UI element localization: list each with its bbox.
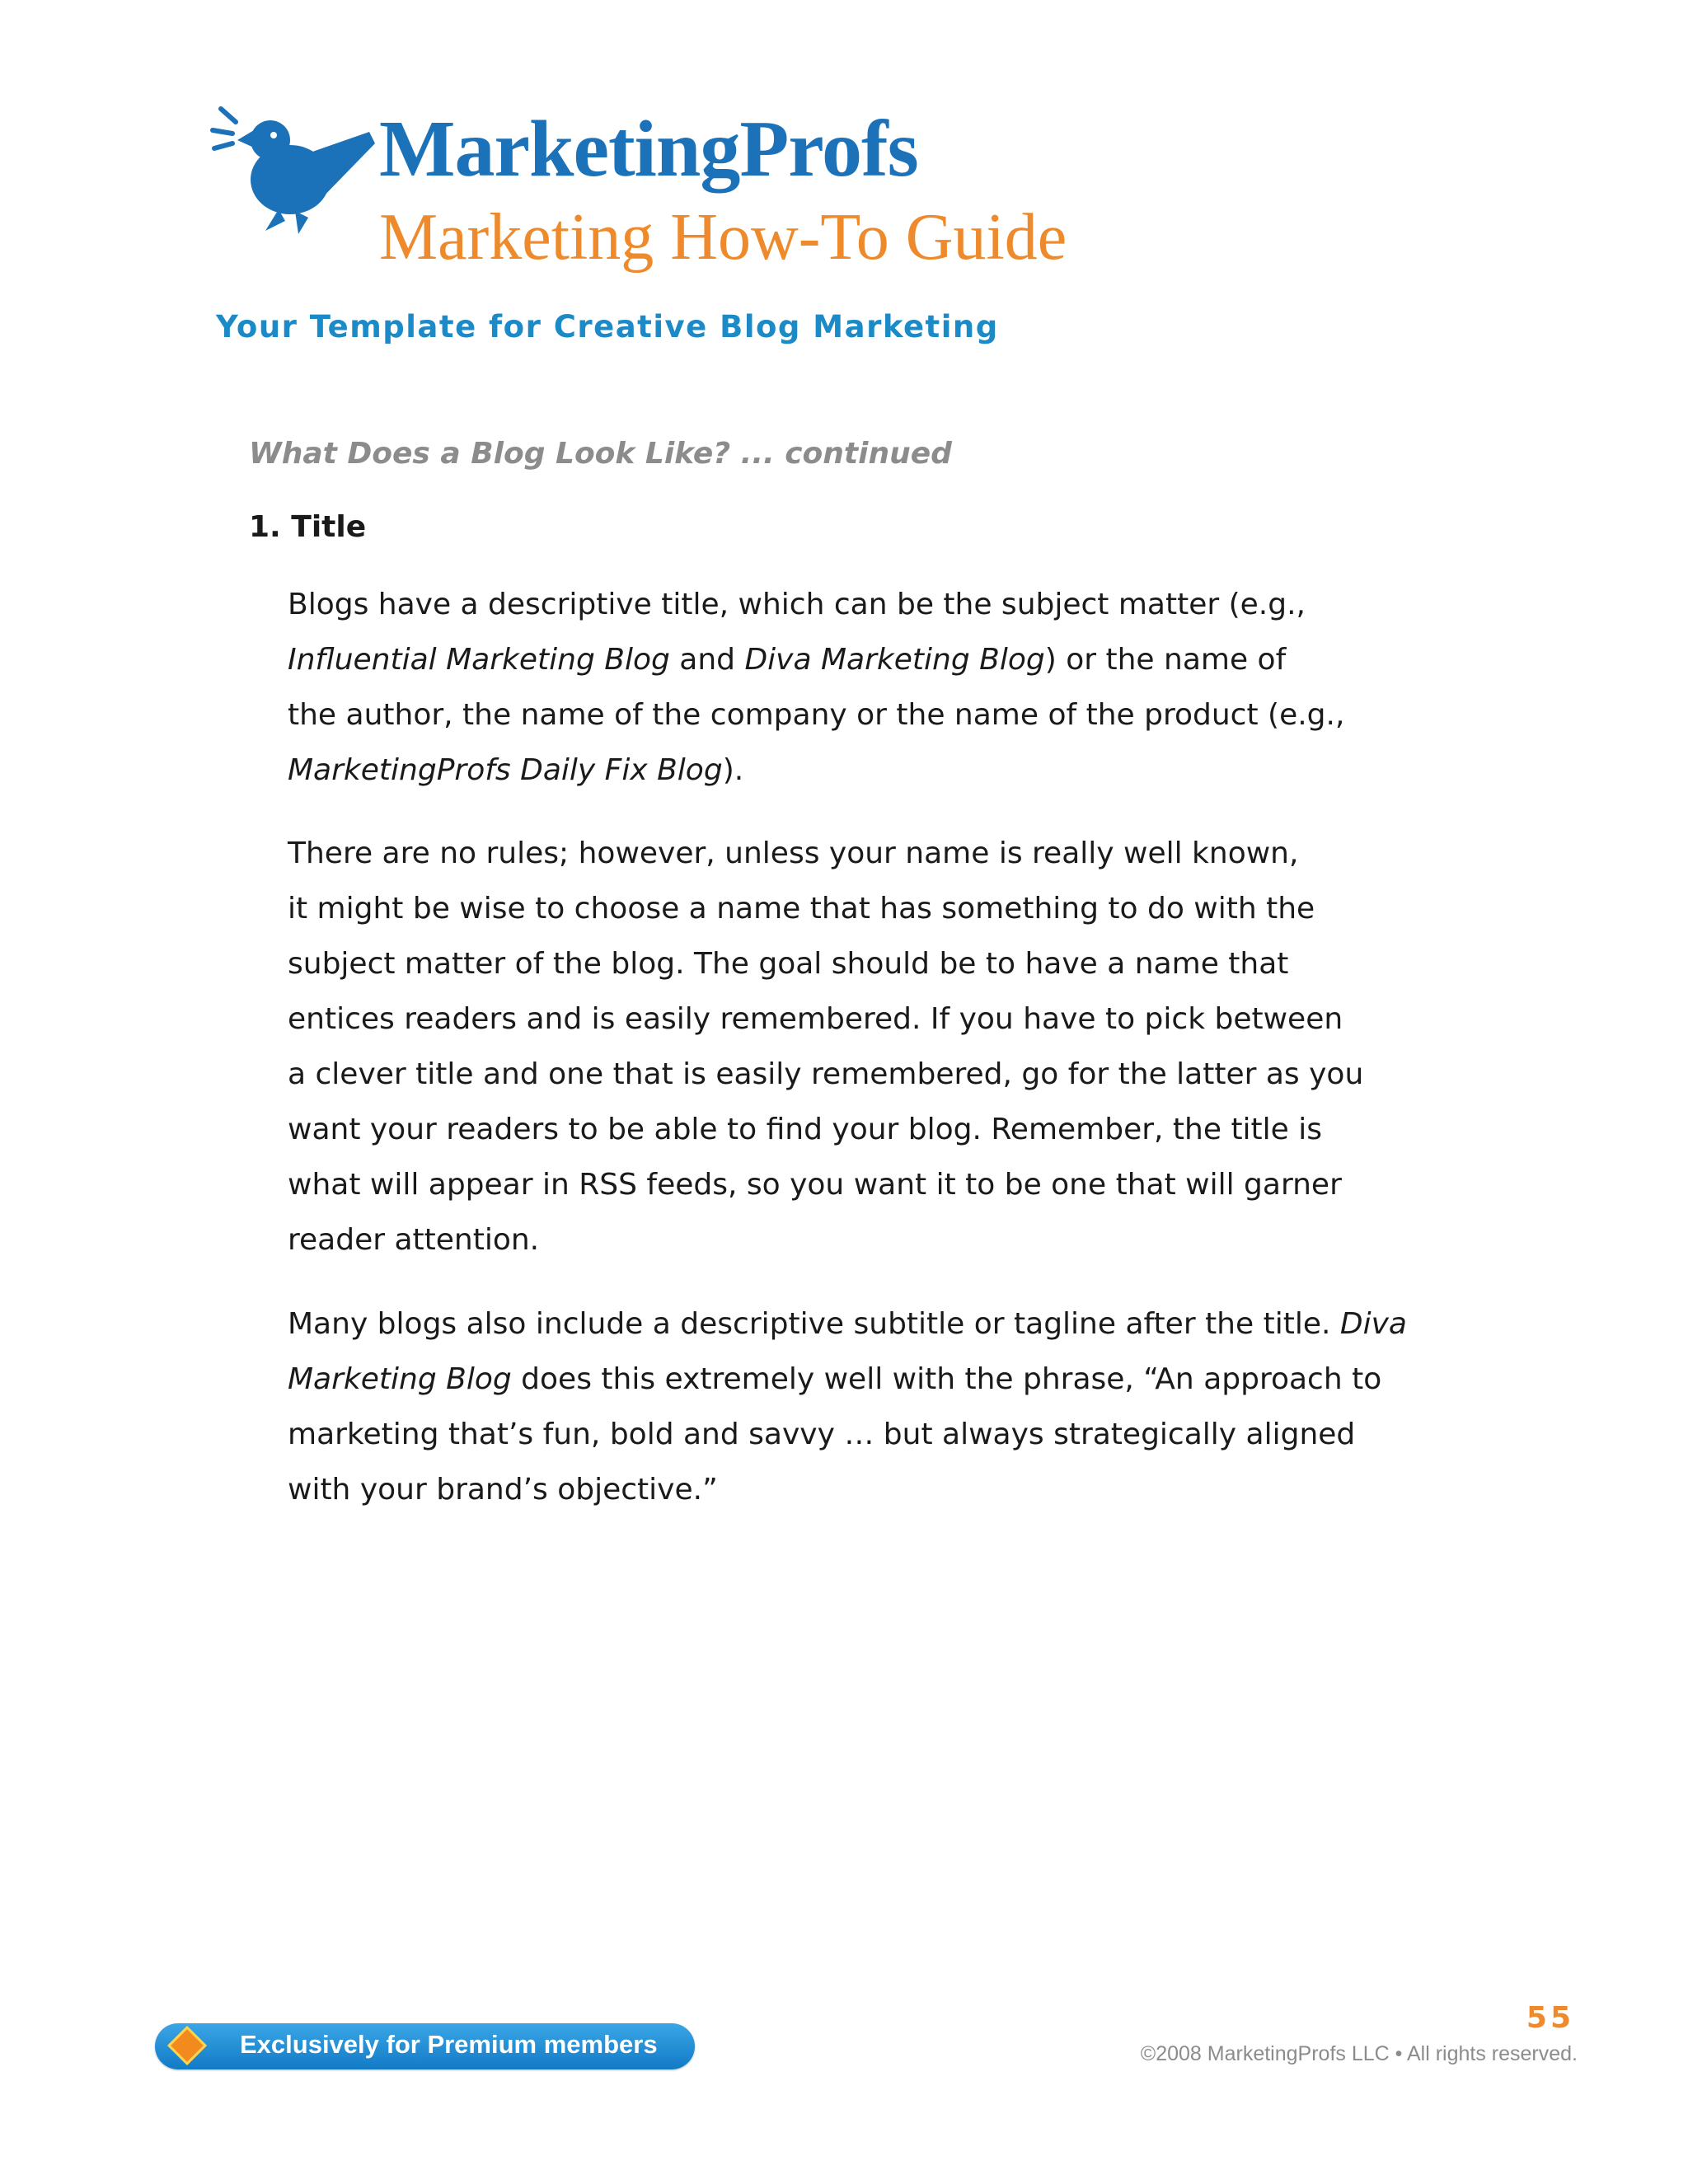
text-run: does this extremely well with the phrase, “An approach to	[511, 1362, 1382, 1396]
paragraph-line: the author, the name of the company or the name of the product (e.g.,	[288, 698, 1345, 732]
text-run: and	[669, 643, 745, 677]
paragraph-line: what will appear in RSS feeds, so you want it to be one that will garner	[288, 1168, 1342, 1202]
paragraph-line: a clever title and one that is easily remembered, go for the latter as you	[288, 1057, 1364, 1091]
paragraph-line: with your brand’s objective.”	[288, 1473, 718, 1507]
blog-name: MarketingProfs Daily Fix Blog	[288, 753, 723, 787]
paragraph-line: Blogs have a descriptive title, which can be the subject matter (e.g.,	[288, 588, 1306, 621]
paragraph-line: reader attention.	[288, 1223, 540, 1257]
paragraph-line	[288, 743, 1344, 798]
guide-title: Marketing How-To Guide	[379, 201, 1067, 274]
text-run: ).	[722, 753, 744, 787]
item-heading: 1. Title	[249, 510, 367, 544]
copyright-notice: ©2008 MarketingProfs LLC • All rights reserved.	[1140, 2042, 1578, 2065]
premium-members-badge	[155, 2023, 695, 2069]
paragraph-2	[288, 826, 1363, 1268]
paragraph-line: marketing that’s fun, bold and savvy … but always strategically aligned	[288, 1418, 1356, 1451]
paragraph-line: subject matter of the blog. The goal should be to have a name that	[288, 947, 1289, 981]
brand-logo-text: MarketingProfs	[379, 105, 918, 194]
blog-name: Diva	[1339, 1307, 1407, 1341]
paragraph-line: There are no rules; however, unless your name is really well known,	[288, 837, 1299, 870]
paragraph-line	[288, 632, 1344, 687]
premium-badge-label: Exclusively for Premium members	[240, 2030, 658, 2059]
paragraph-1	[288, 577, 1344, 798]
text-run: Many blogs also include a descriptive subtitle or tagline after the title.	[288, 1307, 1340, 1341]
paragraph-line	[288, 1296, 1407, 1352]
diamond-icon	[167, 2026, 207, 2065]
section-heading: What Does a Blog Look Like? ... continued	[249, 437, 952, 471]
blog-name: Diva Marketing Blog	[744, 643, 1045, 677]
paragraph-line: entices readers and is easily remembered. If you have to pick between	[288, 1002, 1343, 1036]
bird-icon	[206, 97, 379, 237]
paragraph-line	[288, 1352, 1407, 1407]
document-subtitle: Your Template for Creative Blog Marketing	[216, 309, 999, 344]
page-number: 55	[1526, 2001, 1574, 2035]
paragraph-line: it might be wise to choose a name that has something to do with the	[288, 892, 1315, 926]
blog-name: Marketing Blog	[288, 1362, 512, 1396]
paragraph-line: want your readers to be able to find your blog. Remember, the title is	[288, 1113, 1323, 1146]
blog-name: Influential Marketing Blog	[288, 643, 670, 677]
text-run: ) or the name of	[1044, 643, 1287, 677]
paragraph-3	[288, 1296, 1407, 1517]
